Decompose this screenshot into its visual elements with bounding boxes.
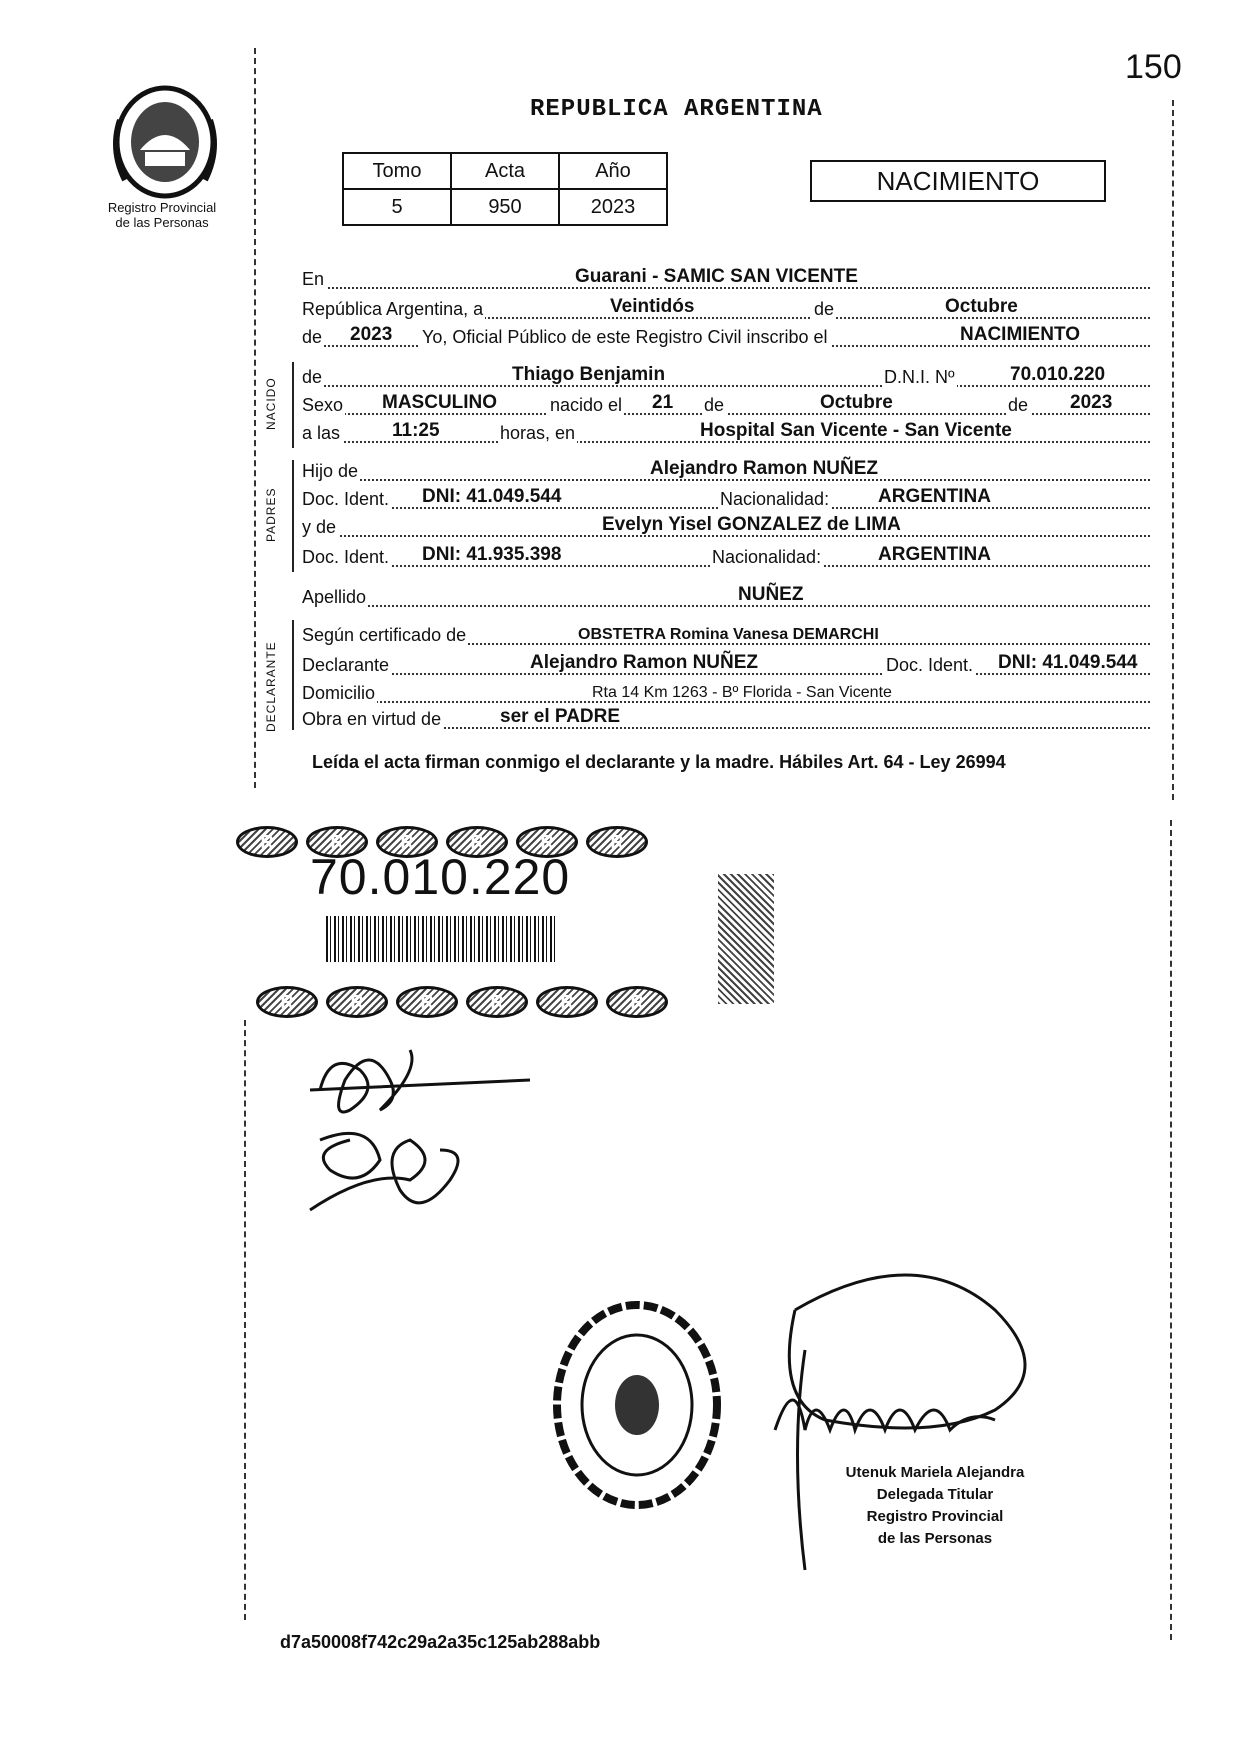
surname-value: NUÑEZ [738,584,804,605]
right-margin-line [1172,100,1174,800]
certifier-value: OBSTETRA Romina Vanesa DEMARCHI [578,626,879,643]
horas-label: horas, en [500,423,576,443]
month-value: Octubre [945,296,1018,317]
de2-label: de [704,395,725,415]
place-value: Guarani - SAMIC SAN VICENTE [575,266,858,287]
declarant-value: Alejandro Ramon NUÑEZ [530,652,759,673]
logo-caption [92,200,232,230]
domicilio-label: Domicilio [302,683,376,703]
r-mark: R [586,826,648,858]
left-margin-line [254,48,256,788]
tomo-header: Tomo [343,153,451,189]
signatory-block [820,1462,1050,1550]
dni-label: D.N.I. Nº [884,367,955,387]
year-value: 2023 [350,324,393,345]
de-year-label: de [302,327,323,347]
r-mark: R [376,826,438,858]
r-mark: R [446,826,508,858]
father-nat-label: Nacionalidad: [720,489,830,509]
birth-place-value: Hospital San Vicente - San Vicente [700,420,1012,441]
obra-label: Obra en virtud de [302,709,442,729]
de-name-label: de [302,367,323,387]
right-margin-line-lower [1170,820,1172,1640]
side-label-nacido: NACIDO [264,377,278,430]
birth-time-value: 11:25 [392,420,440,441]
signatory-office: Registro Provincial [866,1508,1004,1525]
hologram-security-mark [718,874,774,1004]
father-doc-label: Doc. Ident. [302,489,390,509]
segun-label: Según certificado de [302,625,467,645]
row-year [300,324,1150,350]
r-mark: R [236,826,298,858]
row-father-doc [300,486,1150,512]
apellido-label: Apellido [302,587,367,607]
officer-text: Yo, Oficial Público de este Registro Civil inscribo el [422,327,828,347]
sexo-label: Sexo [302,395,344,415]
event-value: NACIMIENTO [960,324,1080,345]
r-mark: R [396,986,458,1018]
logo-caption-line2: de las Personas [115,215,209,230]
acta-header: Acta [451,153,559,189]
row-address [300,680,1150,706]
side-label-declarante: DECLARANTE [264,641,278,732]
row-birth-time [300,420,1150,446]
r-mark: R [606,986,668,1018]
anio-value: 2023 [559,189,667,225]
republica-label: República Argentina, a [302,299,484,319]
nacido-bracket [292,362,294,448]
row-declarant [300,652,1150,678]
padres-bracket [292,460,294,572]
nacido-label: nacido el [550,395,623,415]
barcode-number: 70.010.220 [310,849,571,905]
birth-day-value: 21 [652,392,674,413]
hijo-label: Hijo de [302,461,359,481]
birth-month-value: Octubre [820,392,893,413]
declarante-bracket [292,620,294,730]
declarant-signature [290,1030,550,1230]
row-date [300,296,1150,322]
birth-year-value: 2023 [1070,392,1113,413]
signatory-office-2: de las Personas [877,1530,993,1547]
en-label: En [302,269,325,289]
row-mother [300,514,1150,540]
row-obra [300,706,1150,732]
row-sex-birth [300,392,1150,418]
r-mark: R [306,826,368,858]
signatory-title: Delegada Titular [876,1486,994,1503]
row-father [300,458,1150,484]
a-las-label: a las [302,423,341,443]
official-seal-stamp [545,1290,730,1520]
row-child-name [300,364,1150,390]
anio-header: Año [559,153,667,189]
r-mark: R [516,826,578,858]
father-name-value: Alejandro Ramon NUÑEZ [650,458,879,479]
mother-dni-value: DNI: 41.935.398 [422,544,562,565]
obra-value: ser el PADRE [500,706,621,727]
country-title: REPUBLICA ARGENTINA [530,96,823,123]
row-certifier [300,622,1150,648]
father-nat-value: ARGENTINA [878,486,991,507]
y-de-label: y de [302,517,337,537]
r-mark: R [256,986,318,1018]
father-dni-value: DNI: 41.049.544 [422,486,562,507]
side-label-padres: PADRES [264,487,278,542]
mother-name-value: Evelyn Yisel GONZALEZ de LIMA [602,514,901,535]
mother-doc-label: Doc. Ident. [302,547,390,567]
child-dni-value: 70.010.220 [1010,364,1106,385]
mother-nat-value: ARGENTINA [878,544,991,565]
barcode [326,916,556,962]
r-mark: R [536,986,598,1018]
r-mark: R [326,986,388,1018]
row-surname [300,584,1150,610]
day-value: Veintidós [610,296,695,317]
mother-nat-label: Nacionalidad: [712,547,822,567]
row-mother-doc [300,544,1150,570]
record-table [342,152,668,226]
acta-value: 950 [451,189,559,225]
sexo-value: MASCULINO [382,392,498,413]
closing-statement: Leída el acta firman conmigo el declarante y la madre. Hábiles Art. 64 - Ley 26994 [312,752,1006,772]
document-hash: d7a50008f742c29a2a35c125ab288abb [280,1632,601,1652]
address-value: Rta 14 Km 1263 - Bº Florida - San Vicente [592,684,892,701]
logo-caption-line1: Registro Provincial [107,200,217,215]
declarant-doc-label: Doc. Ident. [886,655,974,675]
signatory-name: Utenuk Mariela Alejandra [845,1464,1025,1481]
declarant-dni-value: DNI: 41.049.544 [998,652,1138,673]
left-margin-line-lower [244,1020,246,1620]
document-type-box: NACIMIENTO [810,160,1106,202]
de3-label: de [1008,395,1029,415]
row-place [300,266,1150,292]
de-label: de [814,299,835,319]
r-mark: R [466,986,528,1018]
declarante-label: Declarante [302,655,390,675]
page-number: 150 [1125,48,1182,86]
tomo-value: 5 [343,189,451,225]
child-name-value: Thiago Benjamin [512,364,666,385]
